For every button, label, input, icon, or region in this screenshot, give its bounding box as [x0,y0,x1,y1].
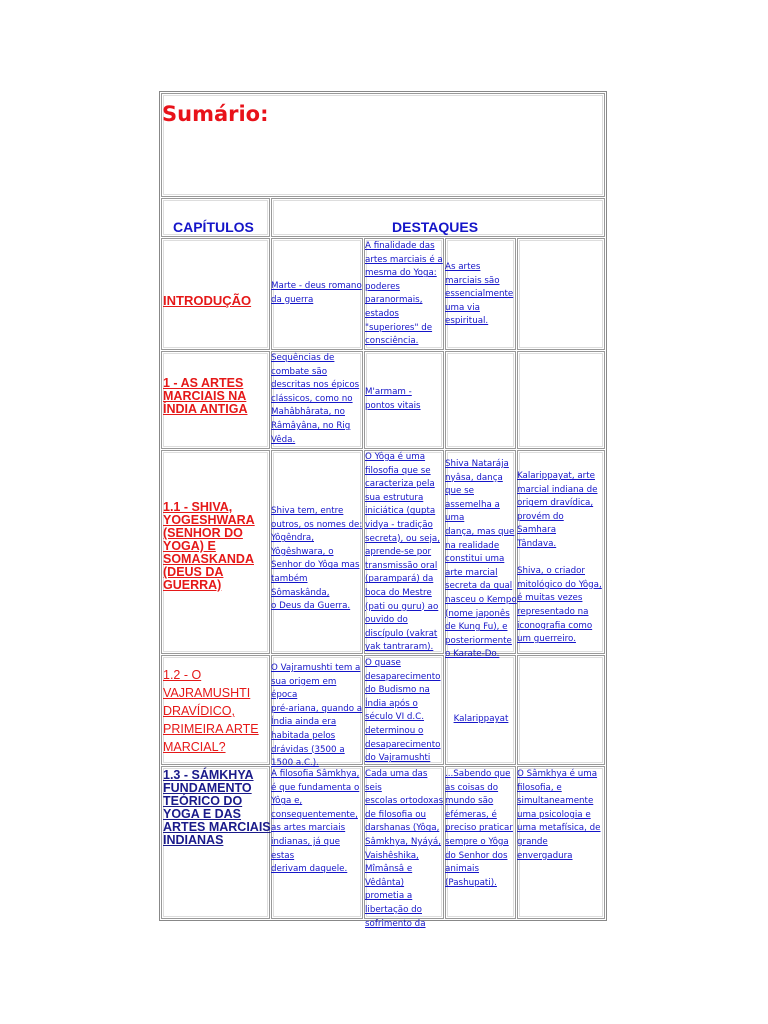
row-intro-c4-cell [517,238,605,350]
highlight-link[interactable]: A filosofia Sâmkhya, é que fundamenta o Yôga e, consequentemente, as artes marciais indianas, já que estas derivam daquele. [271,769,360,875]
highlight-link[interactable]: A finalidade das artes marciais é a mesma do Yoga: poderes paranormais, estados "superiores" de consciência. [365,241,443,347]
row-1-c3-cell [445,351,516,449]
highlight-link[interactable]: O Vajramushti tem a sua origem em época pré-ariana, quando a Índia ainda era habitada pelos drávidas (3500 a 1500 a.C.). [271,663,363,769]
chapter-link-1-3[interactable]: 1.3 - SÁMKHYA FUNDAMENTO TEÓRICO DO YOGA E DAS ARTES MARCIAIS INDIANAS [163,768,271,847]
highlight-link[interactable]: Sequências de combate são descritas nos épicos clássicos, como no Mahâbhârata, no Râmâyâna, no Rig Vêda. [271,353,360,445]
highlight-link[interactable]: Shiva tem, entre outros, os nomes de: Yôgêndra, Yôgêshwara, o Senhor do Yôga mas também Sômaskânda, o Deus da Guerra. [271,506,363,612]
highlight-link[interactable]: Kalarippayat, arte marcial indiana de origem dravídica, provém do Samhara Tândava. Shiva, o criador mitológico do Yôga, é muitas vezes representado na iconografia como um guerreiro. [517,471,602,645]
highlight-link[interactable]: Cada uma das seis escolas ortodoxas de filosofia ou darshanas (Yôga, Sâmkhya, Nyáyá, Vaishêshika, Mîmânsâ e Vêdânta) prometia a libertação do sofrimento da [365,769,444,929]
header-chapters: CAPÍTULOS [173,219,254,235]
highlight-link[interactable]: As artes marciais são essencialmente uma via espiritual. [445,262,514,327]
highlight-link[interactable]: O Yôga é uma filosofia que se caracteriza pela sua estrutura iniciática (gupta vidya - tradição secreta), ou seja, aprende-se por transmissão oral (parampará) da boca do Mestre (pati ou guru) ao ouvido do discípulo (vakrat yak tantraram). [365,452,440,653]
chapter-link-1-1[interactable]: 1.1 - SHIVA, YOGESHWARA (SENHOR DO YOGA) E SOMASKANDA (DEUS DA GUERRA) [163,500,255,592]
chapter-link-1[interactable]: 1 - AS ARTES MARCIAIS NA ÍNDIA ANTIGA [163,376,248,416]
row-1-c4-cell [517,351,605,449]
chapter-link-1-2[interactable]: 1.2 - O VAJRAMUSHTI DRAVÍDICO, PRIMEIRA ARTE MARCIAL? [163,668,259,754]
header-highlights: DESTAQUES [392,219,479,235]
row-1-2-c4-cell [517,655,605,765]
highlight-link[interactable]: O Sâmkhya é uma filosofia, e simultaneamente uma psicologia e uma metafísica, de grande envergadura [517,769,601,861]
chapter-link-intro[interactable]: INTRODUÇÃO [163,293,252,308]
highlight-link[interactable]: Shiva Natarája nyâsa, dança que se assemelha a uma dança, mas que na realidade constitui uma arte marcial secreta da qual nasceu o Kempo (nome japonês de Kung Fu), e posteriormente o Karate-Do. [445,459,517,660]
highlight-link[interactable]: Marte - deus romano da guerra [271,281,362,305]
highlight-link[interactable]: ...Sabendo que as coisas do mundo são efémeras, é preciso praticar sempre o Yôga do Senhor dos animais (Pashupati). [445,769,513,888]
row-1-2-c3-cell [445,655,516,765]
highlight-link[interactable]: Kalarippayat [453,714,509,724]
page-title: Sumário: [162,102,269,126]
highlight-link[interactable]: M'armam - pontos vitais [365,387,421,411]
highlight-link[interactable]: O quase desaparecimento do Budismo na Índia após o século VI d.C. determinou o desaparecimento do Vajramushti [365,658,441,764]
